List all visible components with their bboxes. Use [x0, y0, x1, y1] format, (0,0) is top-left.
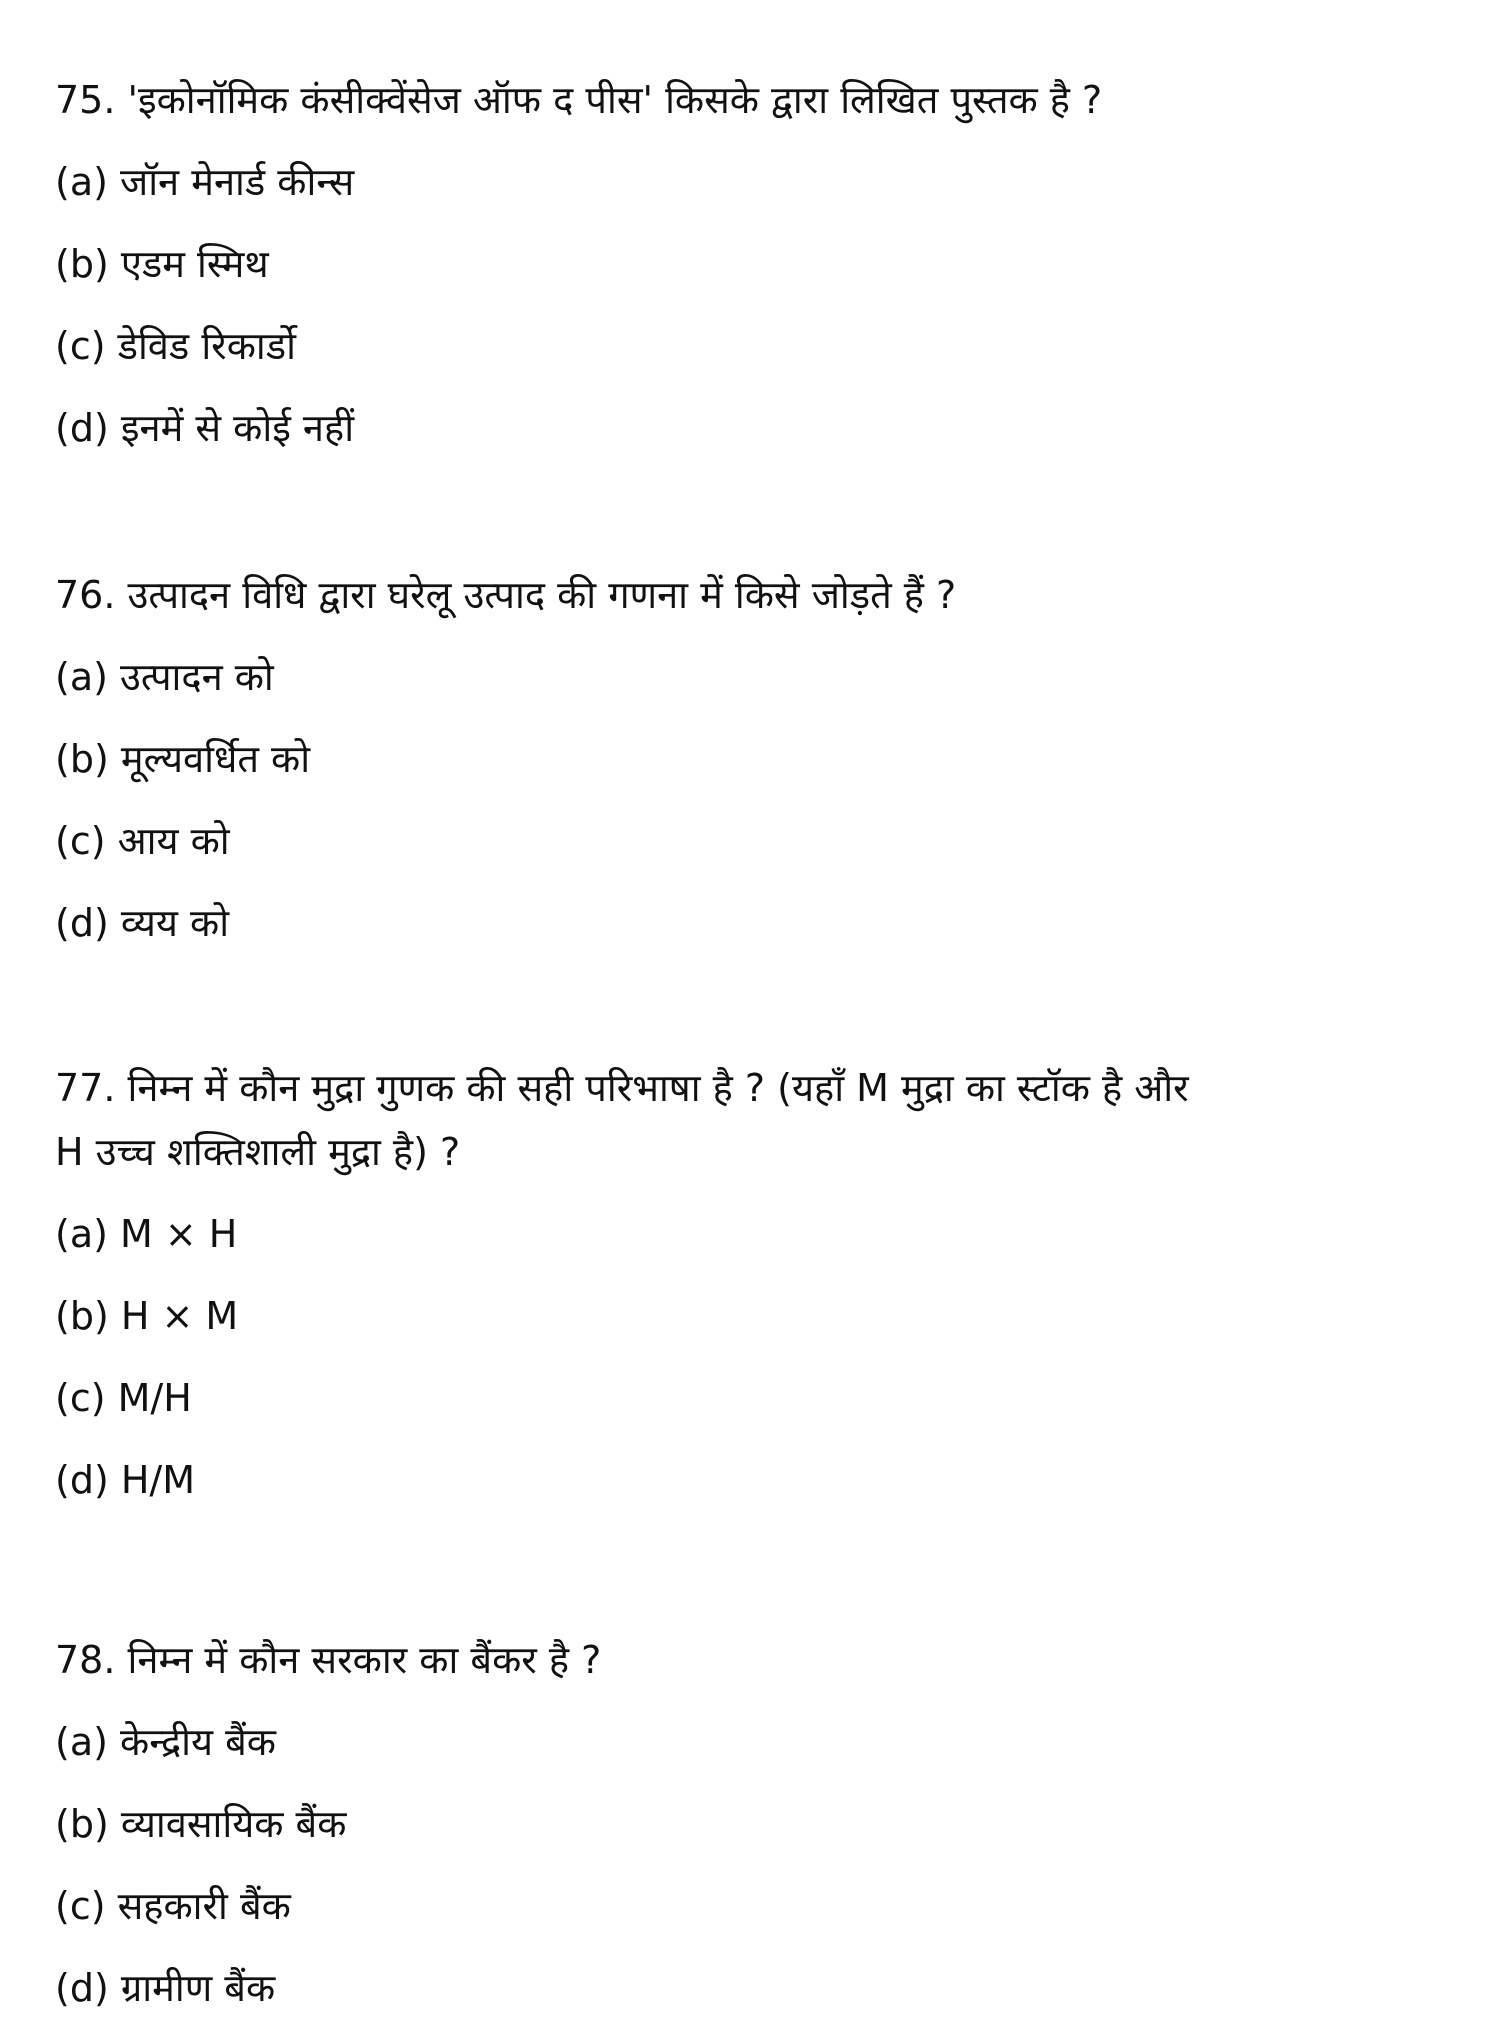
question-stem [55, 1630, 1455, 1690]
question-77 [55, 1058, 1455, 1532]
option-a: (a) उत्पादन को [55, 655, 274, 699]
option-b: (b) H × M [55, 1294, 239, 1338]
question-stem [55, 565, 1455, 625]
question-text: 76. उत्पादन विधि द्वारा घरेलू उत्पाद की गणना में किसे जोड़ते हैं ? [55, 573, 957, 617]
question-78 [55, 1630, 1455, 2040]
option-a: (a) M × H [55, 1212, 238, 1256]
option-b: (b) मूल्यवर्धित को [55, 737, 311, 781]
option-c: (c) सहकारी बैंक [55, 1884, 291, 1928]
question-text-line-2: H उच्च शक्तिशाली मुद्रा है) ? [55, 1130, 461, 1174]
question-text: 78. निम्न में कौन सरकार का बैंकर है ? [55, 1638, 602, 1682]
question-stem [55, 1058, 1455, 1182]
option-c: (c) आय को [55, 819, 230, 863]
option-a: (a) केन्द्रीय बैंक [55, 1720, 276, 1764]
option-a: (a) जॉन मेनार्ड कीन्स [55, 160, 355, 204]
option-d: (d) व्यय को [55, 901, 230, 945]
option-b: (b) एडम स्मिथ [55, 242, 269, 286]
question-text: 75. 'इकोनॉमिक कंसीक्वेंसेज ऑफ द पीस' किसके द्वारा लिखित पुस्तक है ? [55, 78, 1103, 122]
question-stem [55, 70, 1455, 130]
option-d: (d) इनमें से कोई नहीं [55, 406, 355, 450]
option-c: (c) डेविड रिकार्डो [55, 324, 296, 368]
option-d: (d) H/M [55, 1458, 196, 1502]
question-75 [55, 70, 1455, 480]
option-b: (b) व्यावसायिक बैंक [55, 1802, 347, 1846]
option-d: (d) ग्रामीण बैंक [55, 1966, 276, 2010]
question-text-line-1: 77. निम्न में कौन मुद्रा गुणक की सही परिभाषा है ? (यहाँ M मुद्रा का स्टॉक है और [55, 1066, 1189, 1110]
question-76 [55, 565, 1455, 975]
option-c: (c) M/H [55, 1376, 192, 1420]
